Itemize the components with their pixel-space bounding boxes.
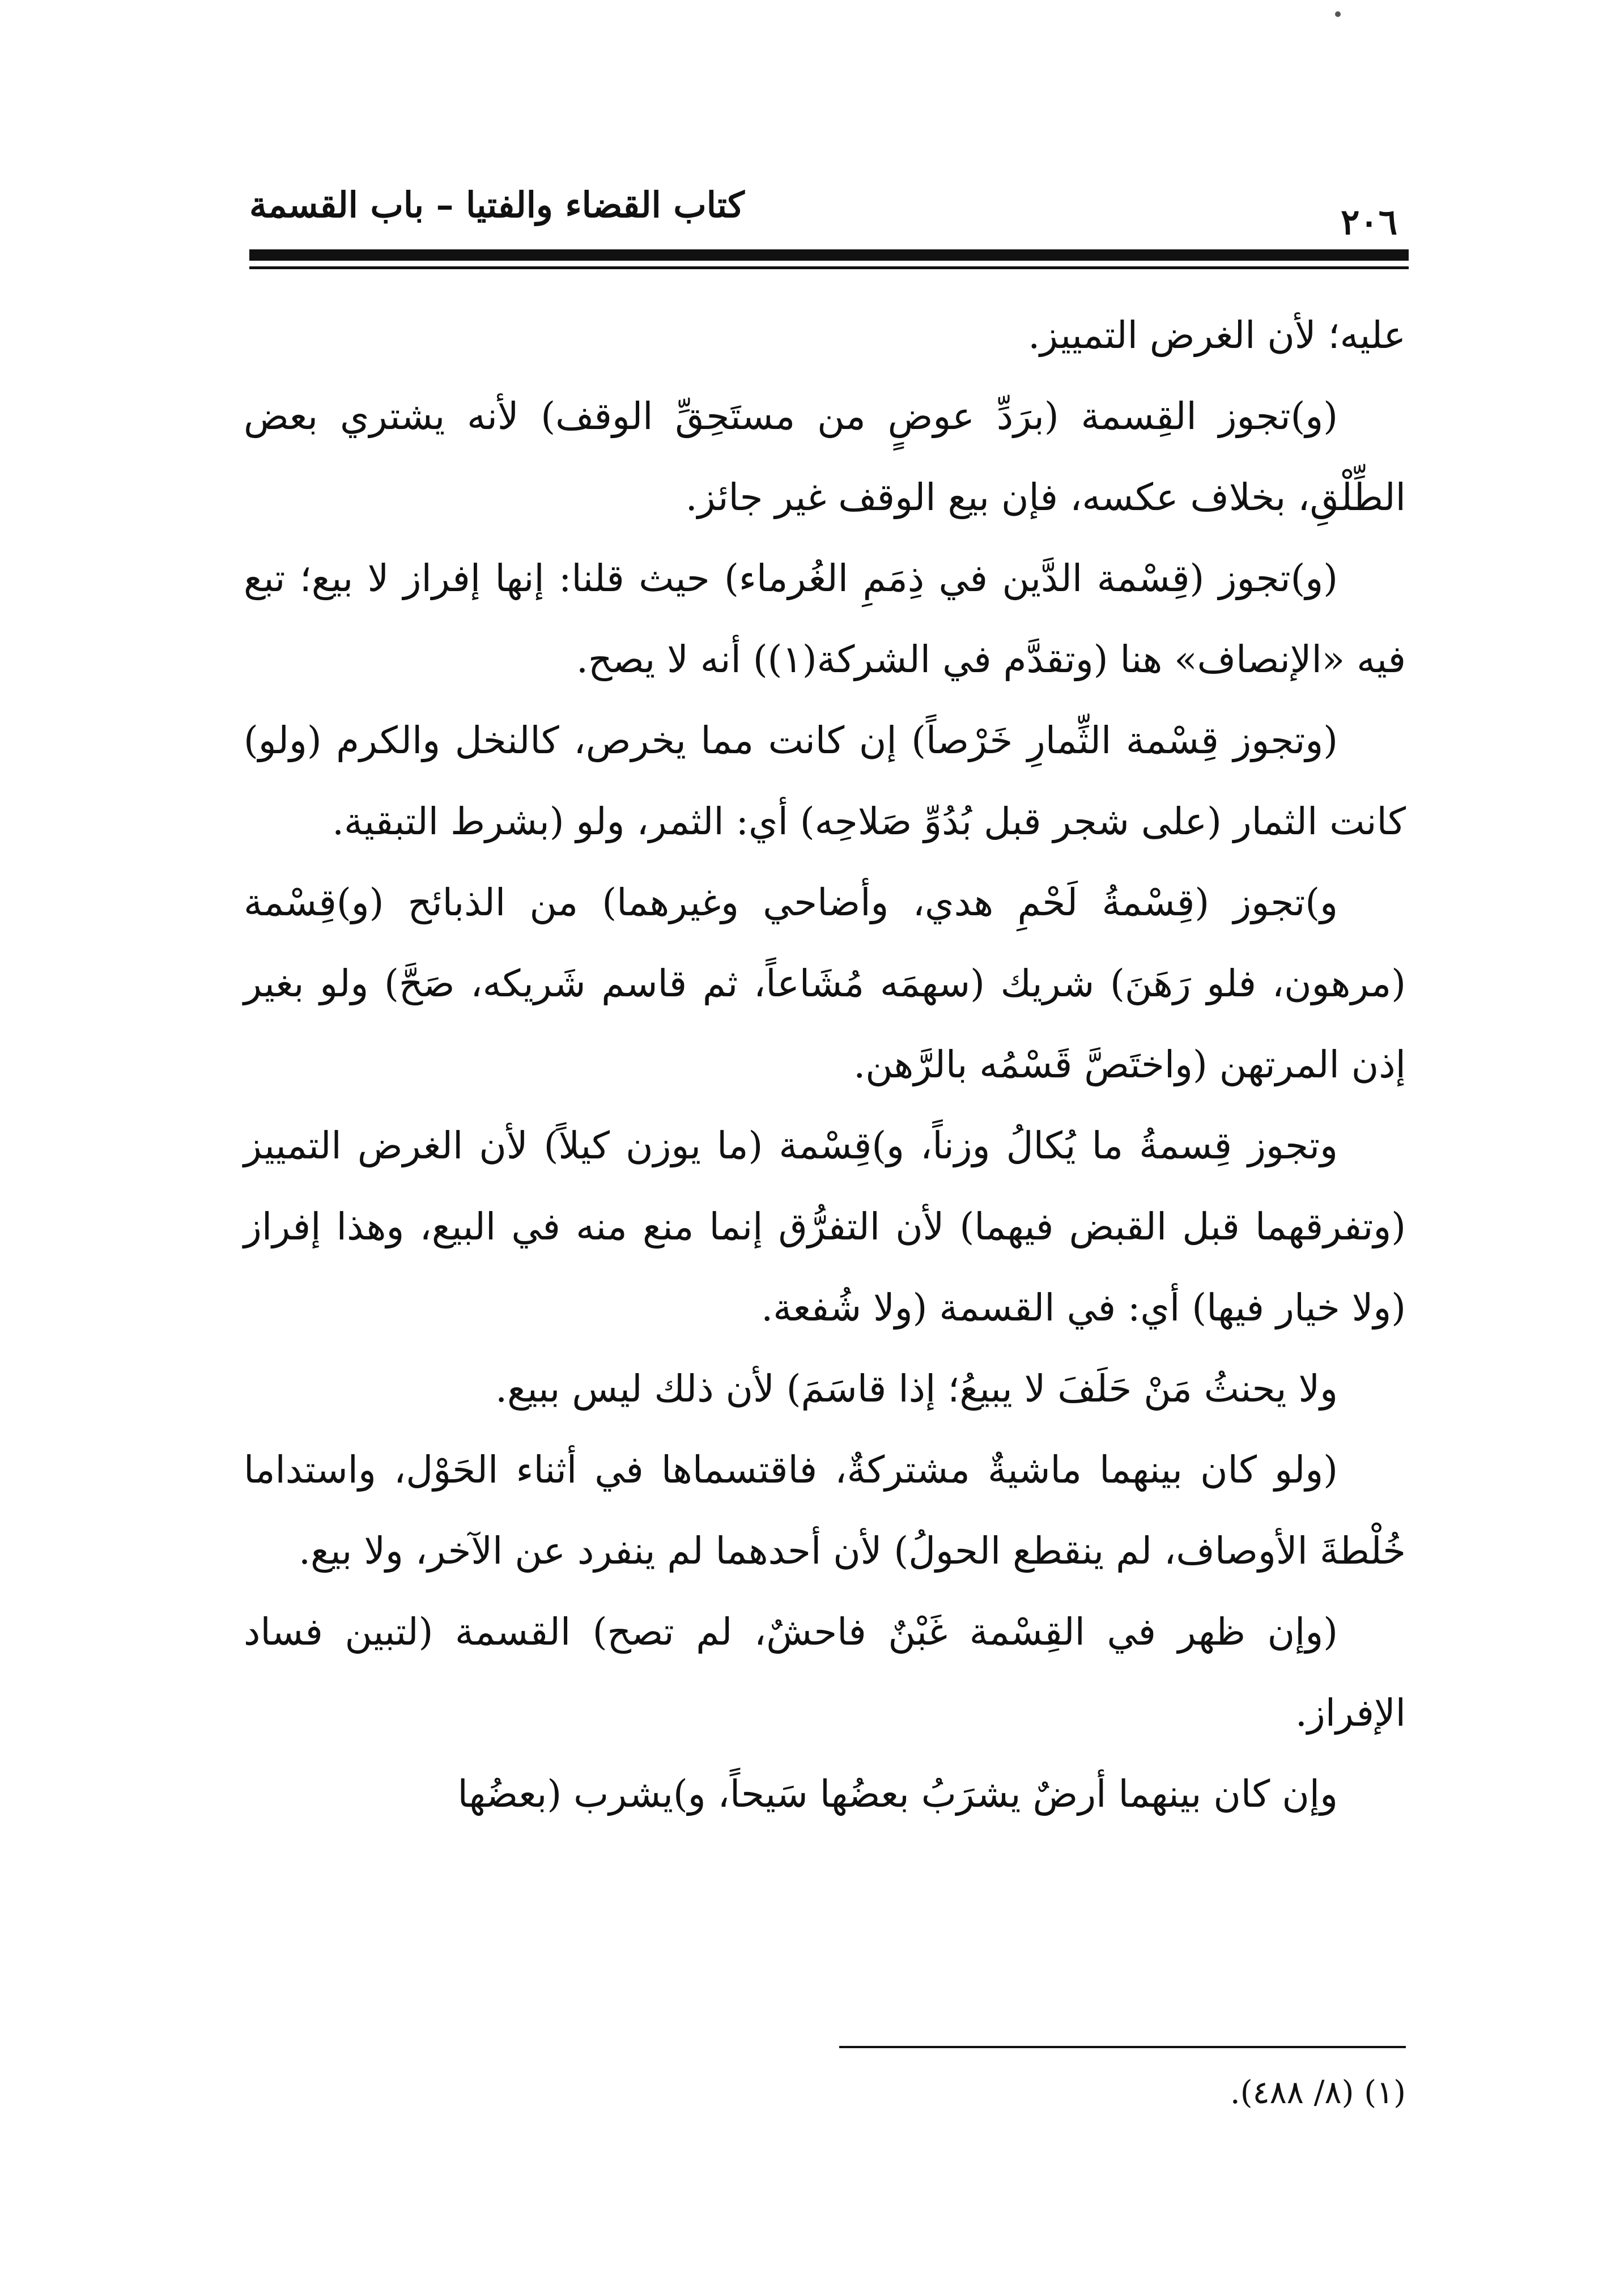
footnote-separator <box>839 2046 1406 2048</box>
paragraph: و)تجوز (قِسْمةُ لَحْمِ هدي، وأضاحي وغيرهما) من الذبائح (و)قِسْمة (مرهون، فلو رَهَنَ) شريك (سهمَه مُشَاعاً، ثم قاسم شَريكه، صَحَّ) ولو بغير إذن المرتهن (واختَصَّ قَسْمُه بالرَّهن. <box>244 881 1406 1086</box>
page-number: ٢٠٦ <box>1341 201 1397 243</box>
paragraph: وإن كان بينهما أرضٌ يشرَبُ بعضُها سَيحاً، و)يشرب (بعضُها <box>457 1772 1338 1816</box>
running-title: كتاب القضاء والفتيا – باب القسمة <box>249 184 745 226</box>
header-rule-thin <box>249 266 1409 269</box>
footnote: (١) (٨/ ٤٨٨). <box>1230 2074 1406 2111</box>
paragraph: (وإن ظهر في القِسْمة غَبْنٌ فاحشٌ، لم تصح) القسمة (لتبين فساد الإفراز. <box>244 1610 1406 1735</box>
paragraph: (و)تجوز القِسمة (برَدِّ عوضٍ من مستَحِقِّ الوقف) لأنه يشتري بعض الطِّلْقِ، بخلاف عكسه، فإن بيع الوقف غير جائز. <box>244 394 1406 519</box>
paragraph: وتجوز قِسمةُ ما يُكالُ وزناً، و)قِسْمة (ما يوزن كيلاً) لأن الغرض التمييز (وتفرقهما قبل القبض فيهما) لأن التفرُّق إنما منع منه في البيع، وهذا إفراز (ولا خيار فيها) أي: في القسمة (ولا شُفعة. <box>244 1124 1406 1330</box>
paragraph: (و)تجوز (قِسْمة الدَّين في ذِمَمِ الغُرماء) حيث قلنا: إنها إفراز لا بيع؛ تبع فيه «الإنصاف» هنا (وتقدَّم في الشركة(١)) أنه لا يصح. <box>244 557 1406 681</box>
main-text <box>244 295 1406 1835</box>
page-header <box>249 167 1409 252</box>
page-speck <box>1335 11 1341 17</box>
paragraph: ولا يحنثُ مَنْ حَلَفَ لا يبيعُ؛ إذا قاسَمَ) لأن ذلك ليس ببيع. <box>495 1367 1338 1411</box>
paragraph: عليه؛ لأن الغرض التمييز. <box>1028 313 1406 357</box>
paragraph: (ولو كان بينهما ماشيةٌ مشتركةٌ، فاقتسماها في أثناء الحَوْل، واستداما خُلْطةَ الأوصاف، لم ينقطع الحولُ) لأن أحدهما لم ينفرد عن الآخر، ولا بيع. <box>244 1448 1406 1573</box>
header-rule-thick <box>249 249 1409 261</box>
paragraph: (وتجوز قِسْمة الثِّمارِ خَرْصاً) إن كانت مما يخرص، كالنخل والكرم (ولو) كانت الثمار (على شجر قبل بُدُوِّ صَلاحِه) أي: الثمر، ولو (بشرط التبقية. <box>244 719 1406 843</box>
